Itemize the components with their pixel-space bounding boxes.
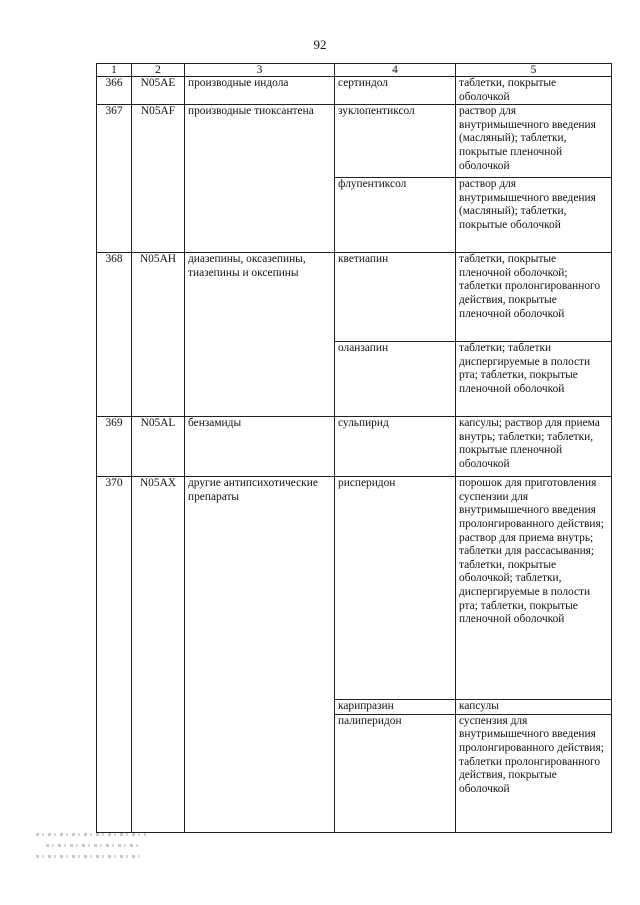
column-header-5: 5 xyxy=(456,64,612,77)
drug-name: сульпирид xyxy=(335,417,456,477)
dosage-form: таблетки, покрытые пленочной оболочкой; таблетки пролонгированного действия, покрытые пленочной оболочкой xyxy=(456,253,612,342)
dosage-form: порошок для приготовления суспензии для внутримышечного введения пролонгированного действия; раствор для приема внутрь; таблетки для рассасывания; таблетки, покрытые оболочкой; таблетки, диспергируемые в полости рта; таблетки, покрытые пленочной оболочкой xyxy=(456,477,612,700)
column-header-3: 3 xyxy=(185,64,335,77)
dosage-form: таблетки; таблетки диспергируемые в полости рта; таблетки, покрытые пленочной оболочкой xyxy=(456,342,612,417)
pharmacological-group: производные тиоксантена xyxy=(185,105,335,253)
row-number: 368 xyxy=(97,253,132,417)
column-header-2: 2 xyxy=(132,64,185,77)
atc-code: N05AF xyxy=(132,105,185,253)
page-number: 92 xyxy=(313,37,327,52)
row-number: 370 xyxy=(97,477,132,833)
scan-noise-mark xyxy=(36,833,152,879)
dosage-form: таблетки, покрытые оболочкой xyxy=(456,77,612,105)
pharmacological-group: производные индола xyxy=(185,77,335,105)
dosage-form: раствор для внутримышечного введения (масляный); таблетки, покрытые оболочкой xyxy=(456,178,612,253)
row-number: 367 xyxy=(97,105,132,253)
drug-name: карипразин xyxy=(335,700,456,715)
table-row xyxy=(97,417,612,477)
row-number: 369 xyxy=(97,417,132,477)
column-header-1: 1 xyxy=(97,64,132,77)
drug-name: рисперидон xyxy=(335,477,456,700)
column-header-4: 4 xyxy=(335,64,456,77)
drug-name: сертиндол xyxy=(335,77,456,105)
atc-code: N05AL xyxy=(132,417,185,477)
atc-code: N05AX xyxy=(132,477,185,833)
pharmacological-group: другие антипсихотические препараты xyxy=(185,477,335,833)
drug-name: палиперидон xyxy=(335,714,456,832)
dosage-form: капсулы xyxy=(456,700,612,715)
dosage-form: капсулы; раствор для приема внутрь; таблетки; таблетки, покрытые пленочной оболочкой xyxy=(456,417,612,477)
dosage-form: раствор для внутримышечного введения (масляный); таблетки, покрытые пленочной оболочкой xyxy=(456,105,612,178)
drug-name: зуклопентиксол xyxy=(335,105,456,178)
pharmacological-group: бензамиды xyxy=(185,417,335,477)
table-row xyxy=(97,477,612,700)
atc-code: N05AH xyxy=(132,253,185,417)
column-number-row xyxy=(97,64,612,77)
drug-name: кветиапин xyxy=(335,253,456,342)
table-row xyxy=(97,77,612,105)
drug-name: оланзапин xyxy=(335,342,456,417)
drug-name: флупентиксол xyxy=(335,178,456,253)
drug-registry-table xyxy=(96,63,612,833)
row-number: 366 xyxy=(97,77,132,105)
pharmacological-group: диазепины, оксазепины, тиазепины и оксепины xyxy=(185,253,335,417)
table-row xyxy=(97,253,612,342)
atc-code: N05AE xyxy=(132,77,185,105)
dosage-form: суспензия для внутримышечного введения пролонгированного действия; таблетки пролонгированного действия, покрытые оболочкой xyxy=(456,714,612,832)
table-row xyxy=(97,105,612,178)
